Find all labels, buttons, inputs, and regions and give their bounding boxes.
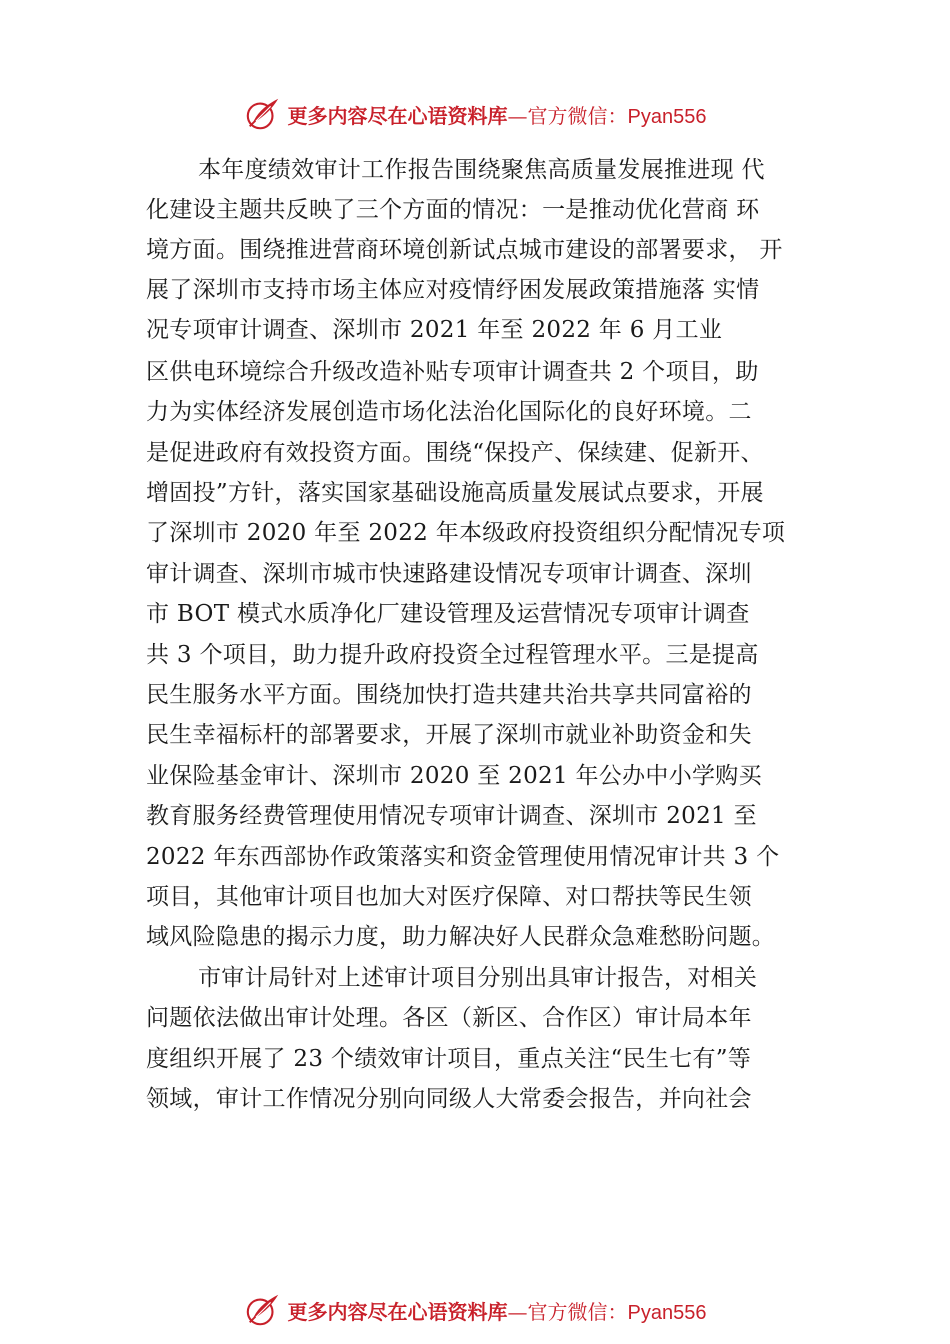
text-line: 市审计局针对上述审计项目分别出具审计报告，对相关 [198,965,758,991]
watermark-id: Pyan556 [627,1301,707,1324]
watermark-text [288,100,707,129]
text-line: 化建设主题共反映了三个方面的情况：一是推动优化营商 环 [146,197,760,223]
text-line: 项目，其他审计项目也加大对医疗保障、对口帮扶等民生领 [146,884,752,910]
text-line: 是促进政府有效投资方面。围绕“保投产、保续建、促新开、 [146,440,764,466]
text-line: 共 3 个项目，助力提升政府投资全过程管理水平。三是提高 [146,642,759,668]
text-line: 问题依法做出审计处理。各区（新区、合作区）审计局本年 [146,1005,752,1031]
text-line: 市 BOT 模式水质净化厂建设管理及运营情况专项审计调查 [146,601,750,627]
watermark-sub: 官方微信： [527,1299,628,1324]
text-line: 展了深圳市支持市场主体应对疫情纾困发展政策措施落 实情 [146,277,760,303]
text-line: 本年度绩效审计工作报告围绕聚焦高质量发展推进现 代 [198,157,765,183]
watermark-main: 更多内容尽在心语资料库 [287,103,508,128]
watermark-main: 更多内容尽在心语资料库 [287,1299,508,1324]
watermark-dash: — [507,1299,528,1324]
text-line: 增固投”方针，落实国家基础设施高质量发展试点要求，开展 [146,480,764,506]
text-line: 力为实体经济发展创造市场化法治化国际化的良好环境。二 [146,399,752,425]
text-line: 业保险基金审计、深圳市 2020 至 2021 年公办中小学购买 [146,763,762,789]
watermark-id: Pyan556 [627,105,707,128]
text-line: 2022 年东西部协作政策落实和资金管理使用情况审计共 3 个 [146,844,780,870]
text-line: 域风险隐患的揭示力度，助力解决好人民群众急难愁盼问题。 [146,924,776,950]
text-line: 民生服务水平方面。围绕加快打造共建共治共享共同富裕的 [146,682,752,708]
text-line: 审计调查、深圳市城市快速路建设情况专项审计调查、深圳 [146,561,752,587]
text-line: 领域，审计工作情况分别向同级人大常委会报告，并向社会 [146,1086,752,1112]
text-line: 境方面。围绕推进营商环境创新试点城市建设的部署要求， 开 [146,237,783,263]
watermark-sub: 官方微信： [527,103,628,128]
text-line: 了深圳市 2020 年至 2022 年本级政府投资组织分配情况专项 [146,520,786,546]
watermark-dash: — [507,103,528,128]
quill-leaf-logo-icon [244,1291,282,1329]
text-line: 区供电环境综合升级改造补贴专项审计调查共 2 个项目，助 [146,359,759,385]
watermark-banner-top [0,94,950,134]
text-line: 教育服务经费管理使用情况专项审计调查、深圳市 2021 至 [146,803,757,829]
watermark-text [288,1296,707,1325]
quill-leaf-logo-icon [244,95,282,133]
text-line: 况专项审计调查、深圳市 2021 年至 2022 年 6 月工业 [146,317,723,343]
text-line: 民生幸福标杆的部署要求，开展了深圳市就业补助资金和失 [146,722,752,748]
watermark-banner-bottom [0,1290,950,1330]
text-line: 度组织开展了 23 个绩效审计项目，重点关注“民生七有”等 [146,1046,752,1072]
